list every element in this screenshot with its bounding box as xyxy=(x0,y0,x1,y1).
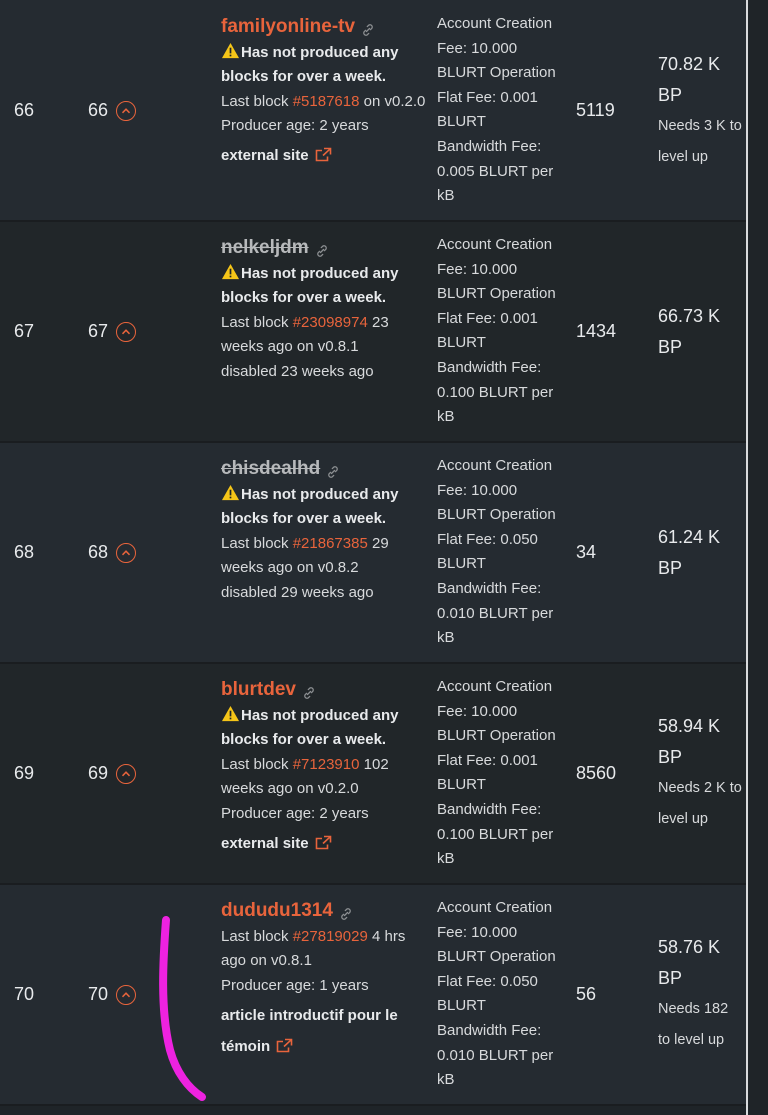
votes-value: 58.76 K BP xyxy=(658,937,721,988)
disabled-since: disabled 23 weeks ago xyxy=(221,362,374,380)
warning-icon xyxy=(221,263,240,280)
block-link[interactable]: #5187618 xyxy=(292,92,360,110)
scrollbar-track[interactable] xyxy=(748,0,768,1115)
warning-icon xyxy=(221,705,240,722)
rank: 66 xyxy=(14,100,35,120)
votes-cell xyxy=(658,49,744,173)
votes-value: 61.24 K BP xyxy=(658,527,721,578)
rank-alt: 69 xyxy=(88,763,109,783)
external-site-link[interactable]: external site xyxy=(221,144,426,169)
rank: 68 xyxy=(14,542,35,562)
missed-blocks: 34 xyxy=(576,542,597,562)
votes-value: 66.73 K BP xyxy=(658,306,721,357)
upvote-chevron-icon[interactable] xyxy=(116,101,136,121)
votes-cell xyxy=(658,301,744,363)
divider xyxy=(0,1104,746,1106)
warning-icon xyxy=(221,42,240,59)
witness-props: Account Creation Fee: 10.000 BLURT Operation Flat Fee: 0.050 BLURT Bandwidth Fee: 0.010 BLURT per kB xyxy=(437,457,556,647)
last-block: Last block #23098974 23 weeks ago on v0.8.1 xyxy=(221,313,389,356)
rank: 69 xyxy=(14,763,35,783)
table-row xyxy=(0,664,746,883)
producer-age: Producer age: 1 years xyxy=(221,976,369,994)
inactive-warning: Has not produced any blocks for over a week. xyxy=(221,262,426,311)
rank-alt: 66 xyxy=(88,100,109,120)
rank-vote-cell xyxy=(88,763,136,784)
upvote-chevron-icon[interactable] xyxy=(116,322,136,342)
upvote-chevron-icon[interactable] xyxy=(116,543,136,563)
upvote-chevron-icon[interactable] xyxy=(116,764,136,784)
external-link-icon xyxy=(276,1033,293,1048)
external-site-link[interactable]: article introductif pour le témoin xyxy=(221,1007,398,1056)
missed-blocks: 1434 xyxy=(576,321,617,341)
witness-props: Account Creation Fee: 10.000 BLURT Operation Flat Fee: 0.001 BLURT Bandwidth Fee: 0.005 BLURT per kB xyxy=(437,15,556,205)
witness-props: Account Creation Fee: 10.000 BLURT Operation Flat Fee: 0.001 BLURT Bandwidth Fee: 0.100 BLURT per kB xyxy=(437,678,556,868)
table-row xyxy=(0,443,746,662)
witness-cell xyxy=(221,898,426,1062)
producer-age: Producer age: 2 years xyxy=(221,117,369,135)
last-block: Last block #21867385 29 weeks ago on v0.8.2 xyxy=(221,534,389,577)
inactive-warning: Has not produced any blocks for over a week. xyxy=(221,483,426,532)
rank-vote-cell xyxy=(88,321,136,342)
producer-age: Producer age: 2 years xyxy=(221,804,369,822)
last-block: Last block #27819029 4 hrs ago on v0.8.1 xyxy=(221,927,406,970)
rank-vote-cell xyxy=(88,542,136,563)
votes-needed: Needs 3 K to level up xyxy=(658,118,742,165)
link-icon[interactable] xyxy=(326,463,340,477)
inactive-warning: Has not produced any blocks for over a week. xyxy=(221,41,426,90)
warning-icon xyxy=(221,484,240,501)
votes-needed: Needs 182 to level up xyxy=(658,1001,729,1048)
votes-cell xyxy=(658,711,744,835)
link-icon[interactable] xyxy=(361,21,375,35)
external-link-icon xyxy=(315,834,332,849)
witness-cell xyxy=(221,235,426,385)
rank-vote-cell xyxy=(88,100,136,121)
witness-cell xyxy=(221,677,426,856)
witness-cell xyxy=(221,456,426,606)
external-site-link[interactable]: external site xyxy=(221,832,426,857)
table-row xyxy=(0,222,746,441)
witness-name-link[interactable]: nelkeljdm xyxy=(221,237,309,258)
rank-alt: 68 xyxy=(88,542,109,562)
witness-name-link[interactable]: dududu1314 xyxy=(221,900,333,921)
last-block: Last block #7123910 102 weeks ago on v0.2.0 xyxy=(221,755,389,798)
block-link[interactable]: #7123910 xyxy=(292,755,360,773)
witness-name-link[interactable]: familyonline-tv xyxy=(221,16,356,37)
votes-cell xyxy=(658,932,744,1056)
last-block: Last block #5187618 on v0.2.0 xyxy=(221,92,426,110)
link-icon[interactable] xyxy=(302,684,316,698)
block-link[interactable]: #23098974 xyxy=(292,313,368,331)
rank: 70 xyxy=(14,984,35,1004)
block-link[interactable]: #27819029 xyxy=(292,927,368,945)
witness-name-link[interactable]: blurtdev xyxy=(221,679,296,700)
missed-blocks: 5119 xyxy=(576,100,615,120)
rank-alt: 70 xyxy=(88,984,109,1004)
witness-props: Account Creation Fee: 10.000 BLURT Operation Flat Fee: 0.001 BLURT Bandwidth Fee: 0.100 BLURT per kB xyxy=(437,236,556,426)
witness-name-link[interactable]: chisdealhd xyxy=(221,458,321,479)
link-icon[interactable] xyxy=(315,242,329,256)
votes-value: 70.82 K BP xyxy=(658,54,721,105)
rank: 67 xyxy=(14,321,35,341)
witness-props: Account Creation Fee: 10.000 BLURT Operation Flat Fee: 0.050 BLURT Bandwidth Fee: 0.010 BLURT per kB xyxy=(437,899,556,1089)
table-row xyxy=(0,0,746,220)
inactive-warning: Has not produced any blocks for over a week. xyxy=(221,704,426,753)
rank-vote-cell xyxy=(88,984,136,1005)
table-row xyxy=(0,885,746,1104)
block-link[interactable]: #21867385 xyxy=(292,534,368,552)
votes-value: 58.94 K BP xyxy=(658,716,721,767)
witness-cell xyxy=(221,14,426,169)
missed-blocks: 8560 xyxy=(576,763,617,783)
link-icon[interactable] xyxy=(339,905,353,919)
disabled-since: disabled 29 weeks ago xyxy=(221,583,374,601)
upvote-chevron-icon[interactable] xyxy=(116,985,136,1005)
missed-blocks: 56 xyxy=(576,984,597,1004)
votes-cell xyxy=(658,522,744,584)
votes-needed: Needs 2 K to level up xyxy=(658,780,742,827)
rank-alt: 67 xyxy=(88,321,109,341)
external-link-icon xyxy=(315,146,332,161)
